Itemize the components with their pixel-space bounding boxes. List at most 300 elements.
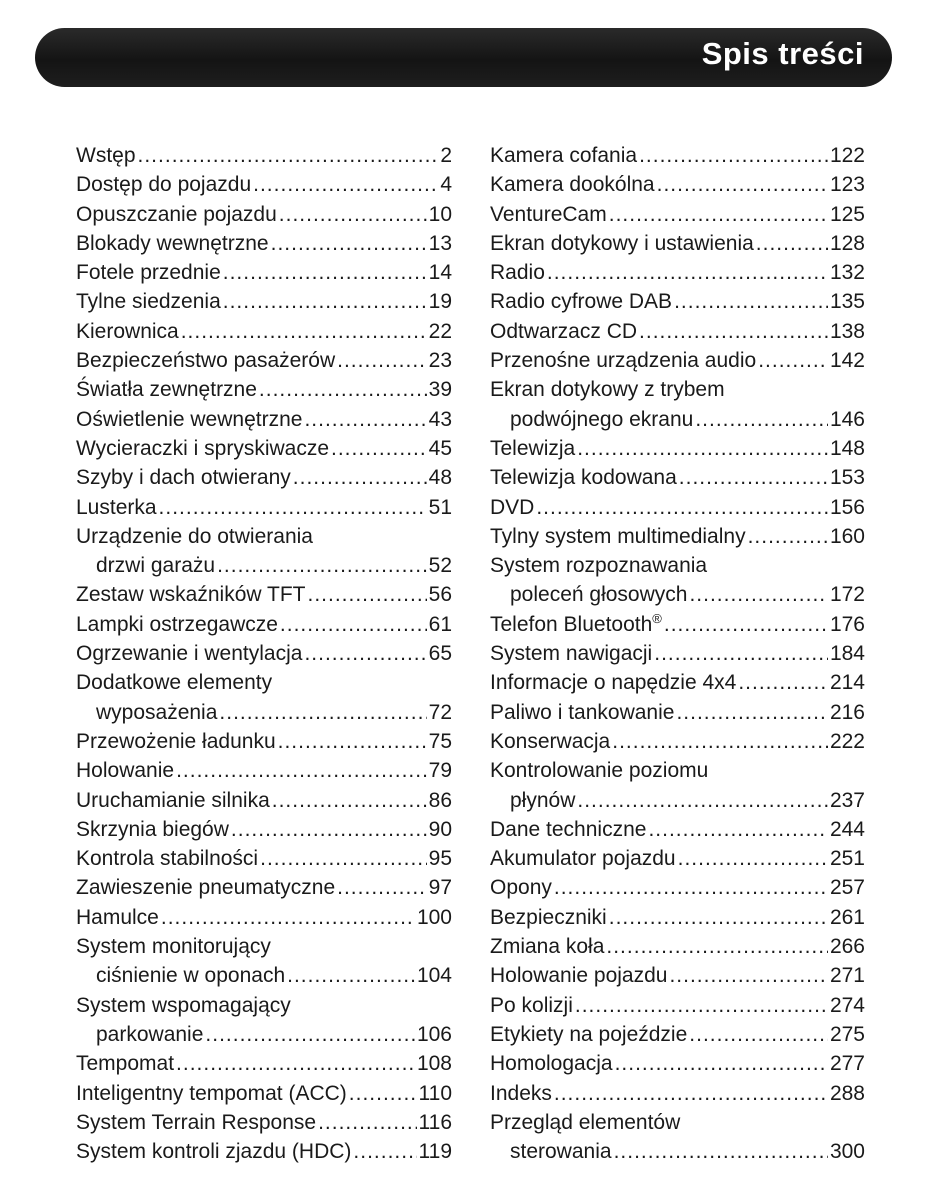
- toc-entry[interactable]: [76, 903, 452, 932]
- toc-entry[interactable]: [76, 786, 452, 815]
- toc-entry-label-line1: System rozpoznawania: [490, 554, 708, 578]
- toc-entry-line: [76, 170, 452, 199]
- toc-entry-page-number: 153: [829, 466, 865, 490]
- toc-entry-page-number: 116: [418, 1110, 452, 1134]
- toc-entry-label-wrap: [490, 493, 534, 522]
- toc-entry-line: [490, 1049, 865, 1078]
- dot-leader: [554, 873, 828, 902]
- dot-leader: [349, 1079, 417, 1108]
- toc-entry-label-wrap: [490, 229, 754, 258]
- toc-entry[interactable]: [76, 610, 452, 639]
- toc-entry-page-number: 119: [418, 1140, 452, 1164]
- toc-entry-page-number: 288: [829, 1081, 865, 1105]
- toc-entry-line: [490, 434, 865, 463]
- toc-entry-line: [76, 903, 452, 932]
- toc-entry-label: Oświetlenie wewnętrzne: [76, 407, 303, 431]
- dot-leader: [271, 229, 427, 258]
- dot-leader: [353, 1137, 416, 1166]
- toc-entry[interactable]: [490, 287, 865, 316]
- toc-entry-page-number: 128: [829, 231, 865, 255]
- toc-entry-line: [490, 1137, 865, 1166]
- dot-leader: [223, 258, 427, 287]
- toc-entry[interactable]: [76, 815, 452, 844]
- toc-entry-page-number: 160: [829, 524, 865, 548]
- dot-leader: [159, 493, 427, 522]
- toc-entry[interactable]: [76, 287, 452, 316]
- dot-leader: [219, 698, 426, 727]
- page-title: Spis treści: [701, 36, 864, 71]
- toc-entry-page-number: 106: [416, 1022, 452, 1046]
- dot-leader: [272, 786, 427, 815]
- toc-entry-label-wrap: [76, 903, 159, 932]
- toc-entry-label-line1: Dodatkowe elementy: [76, 671, 273, 695]
- toc-entry-line: [490, 200, 865, 229]
- toc-entry[interactable]: [76, 727, 452, 756]
- dot-leader: [304, 639, 426, 668]
- dot-leader: [676, 698, 828, 727]
- toc-entry-page-number: 104: [416, 964, 452, 988]
- toc-entry[interactable]: [76, 932, 452, 991]
- toc-entry-label: Holowanie pojazdu: [490, 964, 668, 988]
- toc-entry[interactable]: [490, 493, 865, 522]
- toc-entry-page-number: 19: [428, 290, 452, 314]
- dot-leader: [612, 727, 828, 756]
- toc-entry-label-wrap: [490, 961, 667, 990]
- toc-entry[interactable]: [76, 1137, 452, 1166]
- toc-column-right: [490, 141, 865, 1166]
- toc-entry-page-number: 275: [829, 1022, 865, 1046]
- dot-leader: [657, 170, 828, 199]
- toc-entry[interactable]: [490, 903, 865, 932]
- toc-entry-line: [490, 493, 865, 522]
- dot-leader: [536, 493, 828, 522]
- toc-entry[interactable]: [490, 756, 865, 815]
- toc-entry-page-number: 10: [428, 202, 452, 226]
- toc-entry[interactable]: [490, 1049, 865, 1078]
- toc-entry-line: [490, 346, 865, 375]
- dot-leader: [695, 405, 828, 434]
- toc-entry-line: [490, 991, 865, 1020]
- toc-entry-label: Skrzynia biegów: [76, 817, 229, 841]
- dot-leader: [639, 141, 828, 170]
- toc-entry-line: [76, 375, 452, 404]
- toc-entry-line: [76, 961, 452, 990]
- toc-entry-line: [76, 580, 452, 609]
- toc-entry-label: Po kolizji: [490, 993, 573, 1017]
- toc-entry-page-number: 13: [428, 231, 452, 255]
- dot-leader: [279, 200, 427, 229]
- toc-entry[interactable]: [490, 229, 865, 258]
- toc-entry-label-wrap: [490, 434, 575, 463]
- dot-leader: [259, 375, 427, 404]
- toc-entry[interactable]: [76, 170, 452, 199]
- toc-entry-line: [76, 317, 452, 346]
- toc-entry-line: [76, 698, 452, 727]
- toc-entry-line: [490, 610, 865, 639]
- toc-entry-line: [76, 346, 452, 375]
- toc-entry-label: Etykiety na pojeździe: [490, 1022, 688, 1046]
- toc-entry-label-wrap: [490, 698, 674, 727]
- toc-entry-page-number: 110: [418, 1081, 452, 1105]
- toc-entry-label-wrap: [76, 463, 291, 492]
- toc-entry-page-number: 72: [428, 700, 452, 724]
- toc-entry-label: Przewożenie ładunku: [76, 729, 276, 753]
- toc-entry-label-wrap: [76, 200, 277, 229]
- toc-entry[interactable]: [490, 1020, 865, 1049]
- toc-entry-page-number: 132: [829, 261, 865, 285]
- toc-entry-page-number: 65: [428, 642, 452, 666]
- toc-entry[interactable]: [490, 346, 865, 375]
- dot-leader: [278, 727, 427, 756]
- toc-entry-line: [76, 405, 452, 434]
- toc-entry[interactable]: [490, 668, 865, 697]
- toc-entry-page-number: 48: [428, 466, 452, 490]
- toc-entry-label: Szyby i dach otwierany: [76, 466, 291, 490]
- toc-entry[interactable]: [76, 639, 452, 668]
- toc-entry-label-wrap: [76, 287, 221, 316]
- toc-entry-label: System kontroli zjazdu (HDC): [76, 1140, 352, 1164]
- toc-entry[interactable]: [76, 756, 452, 785]
- toc-entry-label: Homologacja: [490, 1052, 613, 1076]
- toc-entry-label: Lusterka: [76, 495, 157, 519]
- toc-entry[interactable]: [490, 610, 865, 639]
- toc-entry-page-number: 122: [829, 144, 865, 167]
- toc-entry-page-number: 79: [428, 759, 452, 783]
- dot-leader: [293, 463, 427, 492]
- toc-entry[interactable]: [490, 434, 865, 463]
- toc-entry-label-wrap: [76, 1049, 174, 1078]
- toc-entry-page-number: 251: [829, 847, 865, 871]
- toc-entry[interactable]: [76, 258, 452, 287]
- toc-entry-label: Blokady wewnętrzne: [76, 231, 269, 255]
- toc-entry[interactable]: [76, 141, 452, 170]
- toc-entry-label: Kamera dookólna: [490, 173, 655, 197]
- toc-entry-label-line1: Przegląd elementów: [490, 1110, 681, 1134]
- toc-entry-label-wrap: [76, 1108, 316, 1137]
- registered-mark: ®: [652, 610, 662, 626]
- toc-entry-label-wrap: [510, 405, 693, 434]
- toc-entry-label-wrap: [76, 434, 329, 463]
- toc-entry-line: [76, 551, 452, 580]
- toc-entry-label: Wycieraczki i spryskiwacze: [76, 436, 330, 460]
- toc-entry-label-wrap: [490, 522, 746, 551]
- toc-entry-line: [490, 522, 865, 551]
- toc-entry-label-wrap: [76, 610, 278, 639]
- toc-entry-line: [76, 200, 452, 229]
- toc-entry-label: Kierownica: [76, 319, 179, 343]
- toc-entry-page-number: 138: [829, 319, 865, 343]
- toc-entry[interactable]: [76, 346, 452, 375]
- dot-leader: [260, 844, 427, 873]
- toc-entry[interactable]: [490, 551, 865, 610]
- toc-entry[interactable]: [76, 434, 452, 463]
- toc-entry-label: Fotele przednie: [76, 261, 221, 285]
- toc-entry-line: [76, 229, 452, 258]
- dot-leader: [609, 903, 828, 932]
- dot-leader: [654, 639, 828, 668]
- dot-leader: [678, 844, 828, 873]
- toc-entry-label-wrap: [490, 346, 756, 375]
- toc-entry-label-wrap: [76, 346, 335, 375]
- toc-entry-label: Paliwo i tankowanie: [490, 700, 675, 724]
- toc-entry[interactable]: [490, 639, 865, 668]
- toc-entry[interactable]: [490, 375, 865, 434]
- toc-entry-line: [76, 287, 452, 316]
- toc-entry-page-number: 261: [829, 905, 865, 929]
- toc-entry-page-number: 2: [440, 144, 452, 167]
- toc-entry-label-wrap: [96, 698, 217, 727]
- toc-entry-label-wrap: [490, 463, 677, 492]
- toc-entry-page-number: 95: [428, 847, 452, 871]
- toc-entry[interactable]: [76, 668, 452, 727]
- toc-entry-label-wrap: [76, 229, 269, 258]
- toc-entry-label: Przenośne urządzenia audio: [490, 349, 757, 373]
- toc-entry-label-wrap: [76, 493, 157, 522]
- toc-entry[interactable]: [490, 1108, 865, 1167]
- toc-entry-label: Informacje o napędzie 4x4: [490, 671, 737, 695]
- toc-entry-line: [490, 786, 865, 815]
- toc-entry-label: System Terrain Response: [76, 1110, 317, 1134]
- toc-entry-label: VentureCam: [490, 202, 607, 226]
- toc-entry-label-wrap: [490, 1079, 552, 1108]
- toc-entry-line: [490, 463, 865, 492]
- toc-entry-label: Uruchamianie silnika: [76, 788, 270, 812]
- toc-entry-label-line1: System monitorujący: [76, 935, 271, 959]
- toc-entry-label: drzwi garażu: [96, 554, 216, 578]
- toc-entry-line: [490, 844, 865, 873]
- toc-entry[interactable]: [76, 493, 452, 522]
- toc-entry-label-line1: Urządzenie do otwierania: [76, 524, 313, 548]
- toc-entry[interactable]: [76, 1108, 452, 1137]
- toc-entry-label: Tylny system multimedialny: [490, 524, 746, 548]
- toc-entry-label: Inteligentny tempomat (ACC): [76, 1081, 347, 1105]
- toc-entry[interactable]: [490, 317, 865, 346]
- toc-entry-label-wrap: [490, 903, 607, 932]
- dot-leader: [138, 141, 439, 170]
- toc-entry[interactable]: [490, 844, 865, 873]
- dot-leader: [689, 1020, 828, 1049]
- toc-entry[interactable]: [490, 991, 865, 1020]
- toc-entry-label: Akumulator pojazdu: [490, 847, 676, 871]
- dot-leader: [615, 1049, 828, 1078]
- toc-entry-line: [76, 756, 452, 785]
- toc-entry-label: Zestaw wskaźników TFT: [76, 583, 306, 607]
- dot-leader: [205, 1020, 415, 1049]
- toc-entry[interactable]: [76, 375, 452, 404]
- toc-entry[interactable]: [76, 844, 452, 873]
- toc-entry-label-wrap: [490, 287, 672, 316]
- toc-entry-line: [76, 463, 452, 492]
- toc-entry-page-number: 51: [428, 495, 452, 519]
- toc-entry-line: [76, 434, 452, 463]
- toc-entry-page-number: 135: [829, 290, 865, 314]
- toc-entry[interactable]: [490, 141, 865, 170]
- toc-entry-label-wrap: [490, 873, 552, 902]
- dot-leader: [758, 346, 828, 375]
- toc-entry-label-wrap: [490, 668, 736, 697]
- toc-entry-line: [76, 815, 452, 844]
- toc-entry-page-number: 97: [428, 876, 452, 900]
- toc-entry-label-wrap: [76, 375, 257, 404]
- toc-entry-label-wrap: [76, 727, 276, 756]
- toc-entry-label-wrap: [490, 610, 662, 639]
- toc-entry[interactable]: [490, 698, 865, 727]
- dot-leader: [669, 961, 827, 990]
- toc-entry-label: System nawigacji: [490, 642, 653, 666]
- toc-entry-page-number: 90: [428, 817, 452, 841]
- dot-leader: [231, 815, 427, 844]
- toc-entry[interactable]: [490, 873, 865, 902]
- toc-entry-page-number: 271: [829, 964, 865, 988]
- dot-leader: [280, 610, 427, 639]
- toc-entry[interactable]: [490, 1079, 865, 1108]
- toc-entry-label: Konserwacja: [490, 729, 611, 753]
- toc-entry-line: [490, 287, 865, 316]
- dot-leader: [318, 1108, 416, 1137]
- toc-entry-page-number: 45: [428, 436, 452, 460]
- dot-leader: [639, 317, 828, 346]
- dot-leader: [176, 756, 427, 785]
- toc-entry-line: [490, 815, 865, 844]
- dot-leader: [304, 405, 426, 434]
- toc-entry-line: [76, 844, 452, 873]
- toc-entry[interactable]: [490, 200, 865, 229]
- toc-entry-label: Bezpieczniki: [490, 905, 607, 929]
- toc-entry-label-wrap: [490, 844, 676, 873]
- toc-entry-page-number: 277: [829, 1052, 865, 1076]
- toc-entry-page-number: 257: [829, 876, 865, 900]
- toc-entry[interactable]: [490, 522, 865, 551]
- toc-entry[interactable]: [490, 961, 865, 990]
- toc-entry[interactable]: [76, 229, 452, 258]
- toc-entry[interactable]: [490, 727, 865, 756]
- toc-entry-label-line1: Ekran dotykowy z trybem: [490, 378, 725, 402]
- toc-entry-page-number: 244: [829, 817, 865, 841]
- dot-leader: [577, 434, 828, 463]
- toc-entry-label: Kamera cofania: [490, 144, 638, 167]
- toc-entry[interactable]: [76, 317, 452, 346]
- toc-entry-page-number: 148: [829, 436, 865, 460]
- toc-entry-label-wrap: [490, 639, 652, 668]
- toc-entry-label-wrap: [76, 844, 258, 873]
- toc-entry-label: płynów: [510, 788, 576, 812]
- toc-entry-label: Lampki ostrzegawcze: [76, 612, 278, 636]
- toc-entry-label-wrap: [490, 727, 610, 756]
- toc-entry-line: [490, 229, 865, 258]
- toc-entry-label-wrap: [96, 961, 285, 990]
- dot-leader: [648, 815, 828, 844]
- toc-entry-line: [490, 317, 865, 346]
- toc-entry-page-number: 222: [829, 729, 865, 753]
- toc-entry-line: [490, 668, 865, 697]
- toc-entry-label: Telefon Bluetooth: [490, 612, 653, 636]
- toc-entry-page-number: 214: [829, 671, 865, 695]
- toc-entry-line: [490, 141, 865, 170]
- dot-leader: [689, 580, 828, 609]
- dot-leader: [738, 668, 828, 697]
- toc-entry[interactable]: [76, 405, 452, 434]
- toc-entry-line: [76, 786, 452, 815]
- toc-entry-label: Opony: [490, 876, 552, 900]
- toc-entry[interactable]: [76, 1049, 452, 1078]
- toc-entry-line: [76, 493, 452, 522]
- toc-entry[interactable]: [490, 170, 865, 199]
- dot-leader: [161, 903, 415, 932]
- toc-entry-label-wrap: [76, 405, 302, 434]
- toc-entry[interactable]: [76, 463, 452, 492]
- toc-entry[interactable]: [490, 932, 865, 961]
- dot-leader: [614, 1137, 828, 1166]
- toc-entry-label: Tempomat: [76, 1052, 175, 1076]
- toc-entry-label: Hamulce: [76, 905, 159, 929]
- toc-entry-label-wrap: [490, 1020, 687, 1049]
- toc-entry[interactable]: [490, 815, 865, 844]
- toc-entry-label-wrap: [490, 200, 607, 229]
- toc-entry-page-number: 146: [829, 407, 865, 431]
- toc-entry-label-line1: Kontrolowanie poziomu: [490, 759, 709, 783]
- toc-entry-label-wrap: [490, 815, 646, 844]
- toc-entry-label: parkowanie: [96, 1022, 204, 1046]
- dot-leader: [337, 873, 427, 902]
- toc-entry-line: [490, 1020, 865, 1049]
- dot-leader: [181, 317, 427, 346]
- toc-entry-label-wrap: [76, 1079, 347, 1108]
- toc-entry-line: [490, 727, 865, 756]
- toc-entry-page-number: 237: [829, 788, 865, 812]
- toc-entry[interactable]: [490, 258, 865, 287]
- toc-entry-label: Kontrola stabilności: [76, 847, 259, 871]
- toc-entry-line: [490, 639, 865, 668]
- toc-entry[interactable]: [76, 873, 452, 902]
- toc-entry-label: Ogrzewanie i wentylacja: [76, 642, 303, 666]
- toc-entry-page-number: 123: [829, 173, 865, 197]
- toc-entry-label-wrap: [490, 317, 637, 346]
- toc-entry-label: Telewizja kodowana: [490, 466, 677, 490]
- toc-entry-label-wrap: [76, 1137, 351, 1166]
- toc-entry-label: podwójnego ekranu: [510, 407, 694, 431]
- toc-entry-page-number: 86: [428, 788, 452, 812]
- dot-leader: [217, 551, 427, 580]
- toc-entry-line: [76, 1020, 452, 1049]
- toc-entry-label-wrap: [490, 1049, 613, 1078]
- toc-entry-line: [76, 873, 452, 902]
- dot-leader: [253, 170, 438, 199]
- toc-entry-page-number: 184: [829, 642, 865, 666]
- toc-entry[interactable]: [76, 1079, 452, 1108]
- toc-entry-label: DVD: [490, 495, 535, 519]
- toc-entry-line: [76, 727, 452, 756]
- dot-leader: [554, 1079, 828, 1108]
- toc-entry[interactable]: [490, 463, 865, 492]
- toc-entry-label-wrap: [490, 932, 604, 961]
- toc-entry[interactable]: [76, 522, 452, 581]
- toc-entry-label-wrap: [490, 170, 655, 199]
- dot-leader: [664, 610, 828, 639]
- toc-entry[interactable]: [76, 991, 452, 1050]
- toc-entry[interactable]: [76, 580, 452, 609]
- toc-entry-label: wyposażenia: [96, 700, 218, 724]
- toc-entry-label: Indeks: [490, 1081, 552, 1105]
- toc-entry-line: [490, 170, 865, 199]
- toc-entry-label-wrap: [76, 873, 335, 902]
- dot-leader: [331, 434, 427, 463]
- toc-entry-label: poleceń głosowych: [510, 583, 688, 607]
- toc-entry-label: Ekran dotykowy i ustawienia: [490, 231, 754, 255]
- toc-entry[interactable]: [76, 200, 452, 229]
- toc-column-left: [76, 141, 452, 1166]
- toc-entry-page-number: 176: [829, 612, 865, 636]
- toc-entry-page-number: 22: [428, 319, 452, 343]
